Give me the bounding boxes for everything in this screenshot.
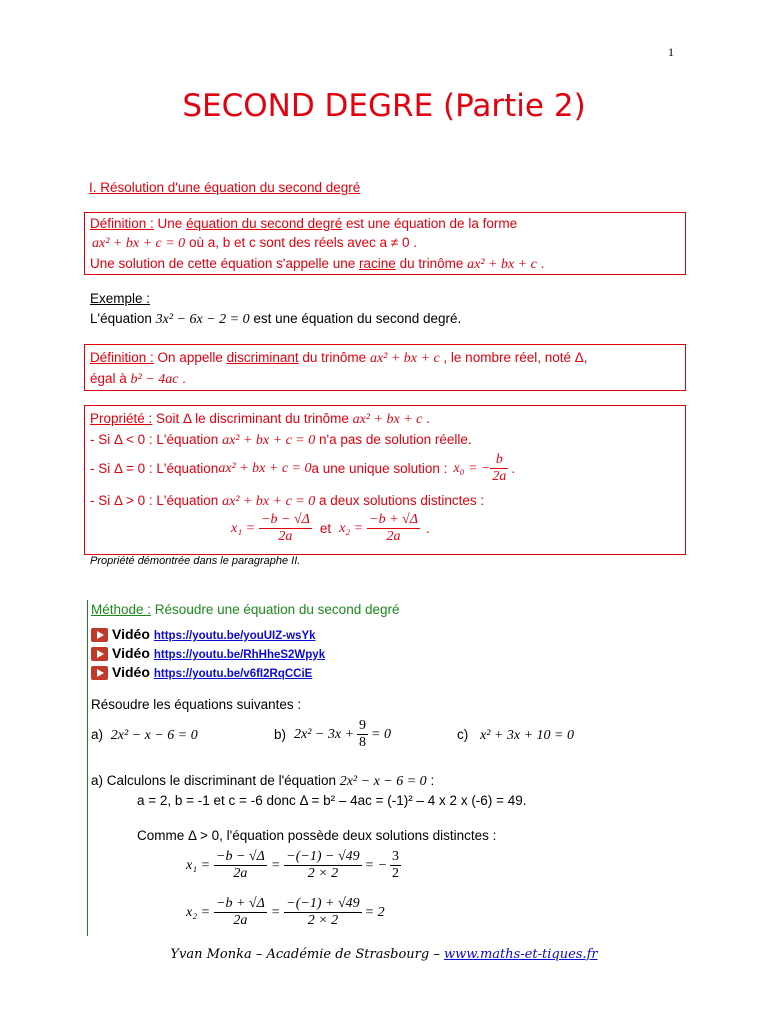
video-link-3[interactable]: https://youtu.be/v6fI2RqCCiE (153, 668, 313, 680)
exercise-b-label: b) (274, 727, 287, 742)
prop-x2-num: −b + √Δ (369, 512, 418, 527)
prop-case-zero (90, 452, 515, 485)
exercise-a (91, 727, 198, 744)
prop-c3-eq: ax² + bx + c = 0 (222, 494, 316, 509)
prop-x1-den: 2a (278, 529, 293, 544)
prop-dot2: . (425, 521, 430, 536)
def2-expr: b² − 4ac (130, 372, 179, 387)
exercise-b-num: 9 (359, 718, 367, 733)
exercise-b-fraction (357, 718, 368, 751)
method-instruction: Résoudre les équations suivantes : (91, 697, 302, 712)
exercise-b (274, 718, 391, 751)
root1-frac1 (214, 849, 267, 882)
prop-x2-den: 2a (386, 529, 401, 544)
def1-line2 (92, 235, 417, 252)
exercise-c-eq: x² + 3x + 10 = 0 (480, 728, 574, 743)
page-number: 1 (668, 45, 674, 59)
prop-x0-den: 2a (492, 469, 507, 484)
prop-line1 (90, 411, 430, 428)
def1-text5: du trinôme (395, 256, 468, 271)
play-icon (91, 647, 108, 661)
prop-x1: x₁ = (231, 520, 256, 536)
def2-line2 (90, 371, 186, 388)
def2-term: discriminant (226, 350, 299, 365)
root1-f2-num: −(−1) − √49 (286, 849, 360, 864)
def1-text6: . (536, 256, 545, 271)
video-row-1 (91, 626, 316, 642)
def1-text4: Une solution de cette équation s'appelle une (90, 256, 360, 271)
root-1 (186, 849, 401, 882)
root1-f2-den: 2 × 2 (307, 866, 339, 881)
root2-f1-num: −b + √Δ (216, 896, 265, 911)
prop-x0: x₀ = − (453, 460, 491, 476)
root2-frac1 (214, 896, 267, 929)
play-icon (91, 666, 108, 680)
root2-f1-den: 2a (233, 913, 248, 928)
solution-a-eq: 2x² − x − 6 = 0 (339, 774, 427, 789)
prop-c1-eq: ax² + bx + c = 0 (222, 433, 316, 448)
prop-x2: x₂ = (339, 520, 364, 536)
exercise-b-eq: 2x² − 3x + (294, 726, 355, 742)
def1-term: équation du second degré (186, 216, 343, 231)
prop-x0-fraction (490, 452, 508, 485)
video-label: Vidéo (112, 664, 150, 680)
exercise-b-eq2: = 0 (371, 726, 391, 742)
prop-c1: - Si Δ < 0 : L'équation (90, 432, 223, 447)
root2-f2-den: 2 × 2 (307, 913, 339, 928)
prop-roots (231, 512, 430, 545)
def1-label: Définition : (90, 216, 154, 231)
solution-a-line1 (91, 773, 434, 790)
root1-frac3 (390, 849, 401, 882)
root2-frac2 (284, 896, 361, 929)
root2-f2-num: −(−1) + √49 (286, 896, 360, 911)
prop-c1-text: n'a pas de solution réelle. (315, 432, 472, 447)
example-text: L'équation (90, 311, 156, 326)
prop-x1-fraction (259, 512, 312, 545)
section-heading (89, 180, 360, 195)
solution-a-line3: Comme Δ > 0, l'équation possède deux solutions distinctes : (137, 828, 497, 843)
def1-text3: où a, b et c sont des réels avec a ≠ 0 . (185, 235, 417, 250)
def2-text4: égal à (90, 371, 131, 386)
def1-text2: est une équation de la forme (342, 216, 518, 231)
def2-line1 (90, 350, 588, 367)
def2-text3: , le nombre réel, noté Δ, (439, 350, 588, 365)
root1-f1-num: −b − √Δ (216, 849, 265, 864)
exercise-c (457, 727, 574, 744)
prop-x0-num: b (490, 452, 508, 469)
def2-poly: ax² + bx + c (369, 351, 440, 366)
prop-dot: . (511, 461, 516, 476)
def2-text5: . (178, 371, 186, 386)
root1-f3-num: 3 (392, 849, 400, 864)
root2-lhs: x₂ = (186, 904, 211, 920)
method-label: Méthode : (91, 602, 152, 617)
video-label: Vidéo (112, 645, 150, 661)
solution-a-text: a) Calculons le discriminant de l'équation (91, 773, 340, 788)
def1-text: Une (153, 216, 187, 231)
footer-text: Yvan Monka – Académie de Strasbourg – (170, 947, 444, 962)
exercise-a-label: a) (91, 727, 104, 742)
prop-note: Propriété démontrée dans le paragraphe II. (90, 555, 301, 567)
prop-c2-eq: ax² + bx + c = 0 (218, 460, 312, 476)
page-title: SECOND DEGRE (Partie 2) (182, 88, 586, 124)
root1-f1-den: 2a (233, 866, 248, 881)
root1-eq2: = − (364, 857, 388, 873)
prop-c2-text: a une unique solution : (311, 461, 448, 476)
def2-text: On appelle (153, 350, 227, 365)
def2-label: Définition : (90, 350, 154, 365)
prop-c3: - Si Δ > 0 : L'équation (90, 493, 223, 508)
root2-result: = 2 (364, 904, 385, 920)
root1-lhs: x₁ = (186, 857, 211, 873)
video-label: Vidéo (112, 626, 150, 642)
exercise-a-eq: 2x² − x − 6 = 0 (110, 728, 198, 743)
solution-a-end: : (426, 773, 435, 788)
def1-equation: ax² + bx + c = 0 (92, 236, 186, 251)
method-heading (91, 602, 400, 617)
example-line (90, 311, 461, 328)
example-label (90, 291, 150, 306)
solution-a-line2: a = 2, b = -1 et c = -6 donc Δ = b² – 4ac = (-1)² – 4 x 2 x (-6) = 49. (137, 793, 527, 808)
root2-eq: = (270, 904, 281, 920)
root1-frac2 (284, 849, 361, 882)
prop-poly: ax² + bx + c (352, 412, 423, 427)
video-row-2 (91, 645, 325, 661)
example-text2: est une équation du second degré. (249, 311, 462, 326)
prop-x2-fraction (367, 512, 420, 545)
root1-eq: = (270, 857, 281, 873)
prop-text: Soit Δ le discriminant du trinôme (152, 411, 353, 426)
method-title: Résoudre une équation du second degré (151, 602, 400, 617)
prop-case-negative (90, 432, 472, 449)
prop-c2: - Si Δ = 0 : L'équation (90, 461, 219, 476)
def2-text2: du trinôme (298, 350, 370, 365)
exercise-b-den: 8 (359, 735, 367, 750)
section-heading-text: I. Résolution d'une équation du second degré (89, 180, 361, 195)
def1-poly: ax² + bx + c (467, 257, 537, 272)
prop-x1-num: −b − √Δ (261, 512, 310, 527)
prop-text2: . (422, 411, 430, 426)
video-link-2[interactable]: https://youtu.be/RhHheS2Wpyk (153, 649, 326, 661)
play-icon (91, 628, 108, 642)
exercise-c-label: c) (457, 727, 469, 742)
video-row-3 (91, 664, 312, 680)
video-link-1[interactable]: https://youtu.be/youUIZ-wsYk (153, 630, 316, 642)
example-label-text: Exemple : (90, 291, 151, 306)
method-rule (87, 600, 88, 936)
footer-link[interactable]: www.maths-et-tiques.fr (443, 947, 598, 962)
prop-label: Propriété : (90, 411, 153, 426)
def1-term2: racine (359, 256, 396, 271)
footer (0, 947, 768, 962)
prop-et: et (319, 521, 332, 536)
def1-line3 (90, 256, 544, 273)
def1-line1 (90, 216, 517, 231)
root-2 (186, 896, 385, 929)
example-equation: 3x² − 6x − 2 = 0 (155, 312, 250, 327)
prop-c3-text: a deux solutions distinctes : (315, 493, 485, 508)
root1-f3-den: 2 (392, 866, 400, 881)
prop-case-positive (90, 493, 484, 510)
